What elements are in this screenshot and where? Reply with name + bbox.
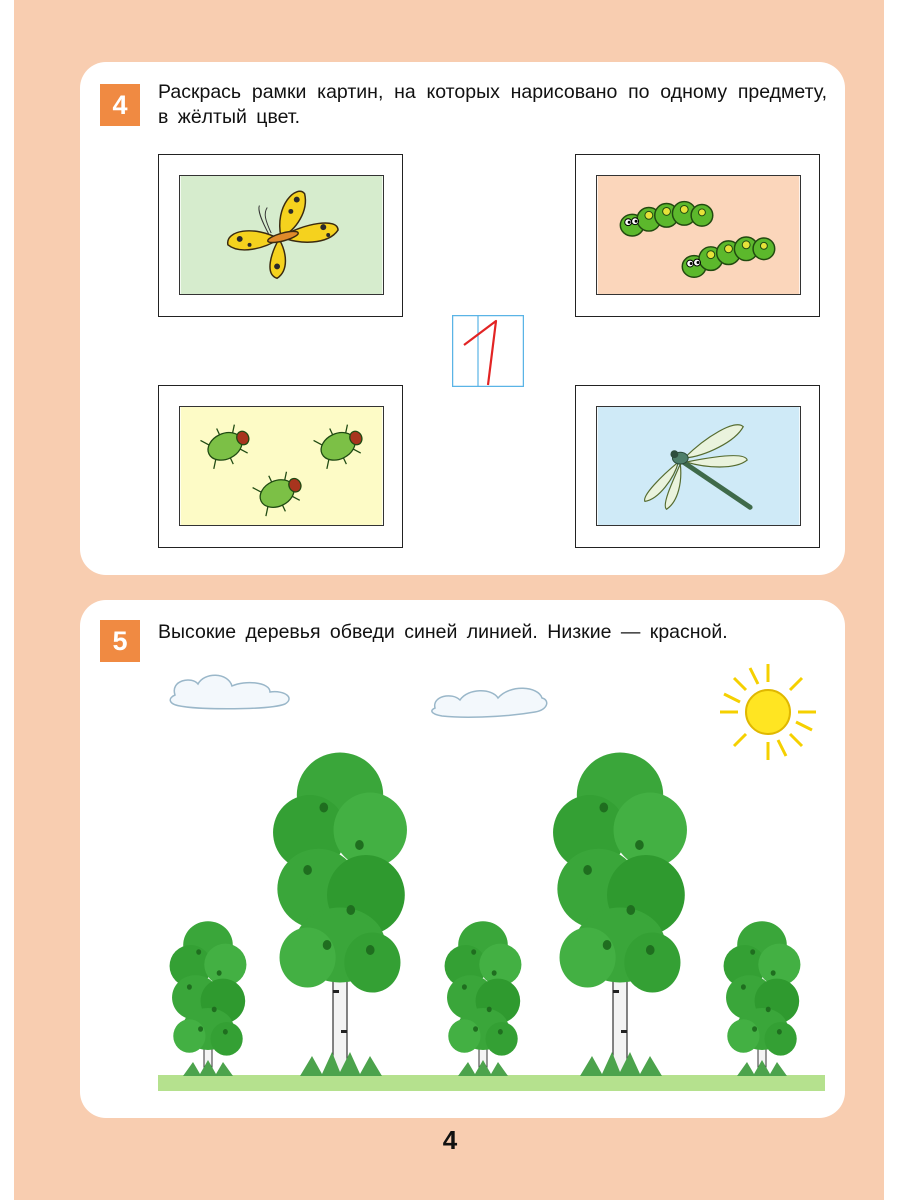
dragonfly-picture xyxy=(596,406,801,526)
picture-frame-beetles[interactable] xyxy=(158,385,403,548)
butterfly-icon xyxy=(180,176,383,294)
picture-frame-butterfly[interactable] xyxy=(158,154,403,317)
short-tree-1[interactable] xyxy=(170,921,247,1076)
dragonfly-icon xyxy=(597,407,800,525)
cloud-left-icon xyxy=(170,675,289,709)
sun-icon xyxy=(720,664,816,760)
task-4-instruction: Раскрась рамки картин, на которых нарисовано по одному предмету, в жёлтый цвет. xyxy=(158,81,827,128)
task-4-number-badge: 4 xyxy=(100,84,140,126)
page-number: 4 xyxy=(442,1125,458,1155)
grass-strip xyxy=(158,1075,825,1091)
trees-scene xyxy=(80,600,845,1118)
task-5-number-badge: 5 xyxy=(100,620,140,662)
tall-tree-1[interactable] xyxy=(273,753,407,1077)
caterpillar-icon xyxy=(597,176,800,294)
task-4-card xyxy=(80,62,845,575)
beetle-icon xyxy=(180,407,383,525)
short-tree-2[interactable] xyxy=(445,921,522,1076)
tall-tree-2[interactable] xyxy=(553,753,687,1077)
task-5-instruction: Высокие деревья обведи синей линией. Низкие — красной. xyxy=(158,621,728,643)
task-5-card xyxy=(80,600,845,1118)
caterpillars-picture xyxy=(596,175,801,295)
cloud-right-icon xyxy=(432,688,547,717)
short-tree-3[interactable] xyxy=(724,921,801,1076)
beetles-picture xyxy=(179,406,384,526)
picture-frame-caterpillars[interactable] xyxy=(575,154,820,317)
picture-frame-dragonfly[interactable] xyxy=(575,385,820,548)
sample-digit-box xyxy=(452,315,524,387)
butterfly-picture xyxy=(179,175,384,295)
